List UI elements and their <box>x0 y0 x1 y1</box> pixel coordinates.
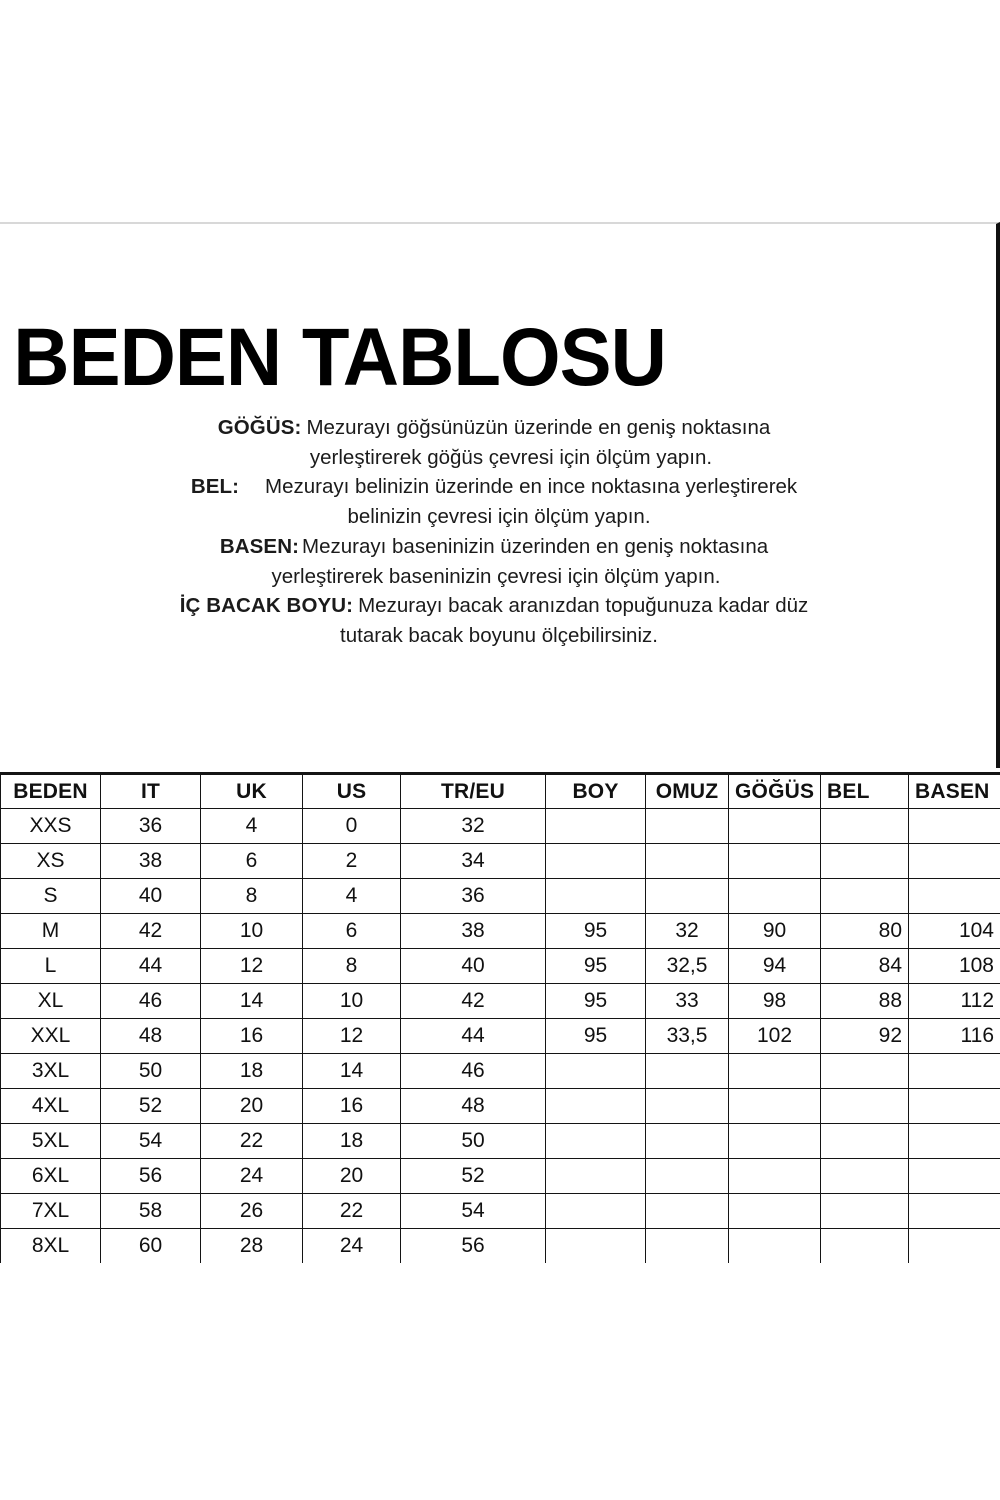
cell-bel: 92 <box>821 1019 909 1054</box>
size-table-body <box>1 809 1000 1264</box>
cell-us: 4 <box>303 879 401 914</box>
cell-it: 56 <box>101 1159 201 1194</box>
instruction-bel-line-1 <box>18 472 970 502</box>
cell-it: 36 <box>101 809 201 844</box>
instruction-label-ic-bacak-boyu: İÇ BACAK BOYU: <box>179 594 354 618</box>
cell-beden: 3XL <box>1 1054 101 1089</box>
cell-treu: 52 <box>401 1159 546 1194</box>
size-table-header <box>1 774 1000 809</box>
cell-basen <box>909 1124 1000 1159</box>
cell-basen <box>909 1054 1000 1089</box>
cell-basen: 104 <box>909 914 1000 949</box>
cell-omuz: 33 <box>646 984 729 1019</box>
cell-uk: 20 <box>201 1089 303 1124</box>
bottom-whitespace <box>0 1264 1000 1484</box>
column-header-omuz: OMUZ <box>646 774 729 809</box>
cell-omuz: 32,5 <box>646 949 729 984</box>
cell-omuz <box>646 809 729 844</box>
cell-omuz <box>646 879 729 914</box>
cell-us: 2 <box>303 844 401 879</box>
cell-uk: 8 <box>201 879 303 914</box>
cell-omuz <box>646 844 729 879</box>
cell-gogus <box>729 844 821 879</box>
column-header-basen: BASEN <box>909 774 1000 809</box>
cell-treu: 54 <box>401 1194 546 1229</box>
cell-omuz: 32 <box>646 914 729 949</box>
table-row <box>1 914 1000 949</box>
measurement-instructions-panel <box>0 222 1000 768</box>
instruction-basen-line-2: yerleştirerek baseninizin çevresi için ölçüm yapın. <box>271 564 721 588</box>
cell-uk: 14 <box>201 984 303 1019</box>
cell-boy: 95 <box>546 914 646 949</box>
cell-it: 50 <box>101 1054 201 1089</box>
cell-treu: 56 <box>401 1229 546 1264</box>
cell-beden: XL <box>1 984 101 1019</box>
cell-bel: 84 <box>821 949 909 984</box>
cell-beden: 6XL <box>1 1159 101 1194</box>
instruction-ic-bacak-boyu-line-1 <box>18 591 970 621</box>
table-row <box>1 1019 1000 1054</box>
cell-treu: 36 <box>401 879 546 914</box>
cell-us: 14 <box>303 1054 401 1089</box>
cell-boy <box>546 1054 646 1089</box>
cell-basen <box>909 1229 1000 1264</box>
cell-us: 20 <box>303 1159 401 1194</box>
column-header-us: US <box>303 774 401 809</box>
cell-treu: 42 <box>401 984 546 1019</box>
cell-gogus <box>729 1089 821 1124</box>
cell-basen <box>909 879 1000 914</box>
column-header-bel: BEL <box>821 774 909 809</box>
cell-basen <box>909 1089 1000 1124</box>
column-header-boy: BOY <box>546 774 646 809</box>
cell-gogus <box>729 1229 821 1264</box>
cell-uk: 6 <box>201 844 303 879</box>
cell-beden: XS <box>1 844 101 879</box>
cell-bel <box>821 1054 909 1089</box>
cell-bel: 88 <box>821 984 909 1019</box>
cell-basen <box>909 844 1000 879</box>
cell-boy <box>546 1229 646 1264</box>
instruction-ic-bacak-boyu-line-2: tutarak bacak boyunu ölçebilirsiniz. <box>340 624 658 648</box>
cell-boy <box>546 879 646 914</box>
cell-us: 16 <box>303 1089 401 1124</box>
cell-gogus <box>729 1124 821 1159</box>
cell-omuz <box>646 1124 729 1159</box>
cell-beden: XXL <box>1 1019 101 1054</box>
cell-uk: 18 <box>201 1054 303 1089</box>
cell-omuz <box>646 1089 729 1124</box>
cell-boy: 95 <box>546 984 646 1019</box>
cell-it: 38 <box>101 844 201 879</box>
cell-us: 10 <box>303 984 401 1019</box>
cell-it: 44 <box>101 949 201 984</box>
cell-bel <box>821 1194 909 1229</box>
cell-bel <box>821 879 909 914</box>
table-row <box>1 1194 1000 1229</box>
cell-basen <box>909 1194 1000 1229</box>
cell-beden: 7XL <box>1 1194 101 1229</box>
cell-beden: 5XL <box>1 1124 101 1159</box>
cell-basen: 112 <box>909 984 1000 1019</box>
instruction-gogus-line-2: yerleştirerek göğüs çevresi için ölçüm yapın. <box>309 445 713 469</box>
column-header-gogus: GÖĞÜS <box>729 774 821 809</box>
cell-basen <box>909 1159 1000 1194</box>
cell-us: 12 <box>303 1019 401 1054</box>
cell-gogus: 94 <box>729 949 821 984</box>
cell-omuz <box>646 1159 729 1194</box>
measurement-instructions-list <box>0 399 996 651</box>
instruction-basen-line-1 <box>18 532 970 562</box>
instruction-label-basen: BASEN: <box>219 534 300 558</box>
cell-boy: 95 <box>546 949 646 984</box>
page-title: BEDEN TABLOSU <box>13 312 666 403</box>
cell-gogus: 90 <box>729 914 821 949</box>
cell-bel <box>821 1089 909 1124</box>
cell-treu: 32 <box>401 809 546 844</box>
cell-omuz <box>646 1194 729 1229</box>
table-row <box>1 879 1000 914</box>
cell-it: 54 <box>101 1124 201 1159</box>
cell-boy <box>546 1124 646 1159</box>
cell-beden: 8XL <box>1 1229 101 1264</box>
cell-gogus <box>729 1159 821 1194</box>
cell-beden: S <box>1 879 101 914</box>
cell-boy <box>546 1194 646 1229</box>
instruction-text-ic-bacak-boyu-1: Mezurayı bacak aranızdan topuğunuza kadar düz <box>358 594 809 618</box>
cell-uk: 24 <box>201 1159 303 1194</box>
cell-treu: 40 <box>401 949 546 984</box>
cell-omuz <box>646 1229 729 1264</box>
cell-gogus <box>729 879 821 914</box>
cell-treu: 50 <box>401 1124 546 1159</box>
cell-uk: 16 <box>201 1019 303 1054</box>
cell-boy <box>546 1159 646 1194</box>
column-header-uk: UK <box>201 774 303 809</box>
cell-treu: 48 <box>401 1089 546 1124</box>
table-row <box>1 1124 1000 1159</box>
column-header-treu: TR/EU <box>401 774 546 809</box>
cell-basen <box>909 809 1000 844</box>
cell-gogus <box>729 1054 821 1089</box>
cell-bel <box>821 1124 909 1159</box>
cell-bel <box>821 1159 909 1194</box>
cell-it: 42 <box>101 914 201 949</box>
table-row <box>1 1054 1000 1089</box>
cell-us: 8 <box>303 949 401 984</box>
cell-beden: L <box>1 949 101 984</box>
cell-beden: M <box>1 914 101 949</box>
cell-treu: 34 <box>401 844 546 879</box>
cell-boy <box>546 844 646 879</box>
cell-bel <box>821 844 909 879</box>
instruction-gogus-line-1 <box>18 413 970 443</box>
cell-it: 46 <box>101 984 201 1019</box>
cell-treu: 44 <box>401 1019 546 1054</box>
cell-us: 6 <box>303 914 401 949</box>
cell-bel <box>821 809 909 844</box>
cell-gogus: 98 <box>729 984 821 1019</box>
column-header-it: IT <box>101 774 201 809</box>
table-row <box>1 1159 1000 1194</box>
cell-us: 18 <box>303 1124 401 1159</box>
cell-gogus: 102 <box>729 1019 821 1054</box>
cell-uk: 26 <box>201 1194 303 1229</box>
cell-us: 22 <box>303 1194 401 1229</box>
cell-uk: 12 <box>201 949 303 984</box>
instruction-text-gogus-1: Mezurayı göğsünüzün üzerinde en geniş noktasına <box>306 416 771 439</box>
cell-basen: 116 <box>909 1019 1000 1054</box>
cell-bel <box>821 1229 909 1264</box>
instruction-text-basen-1: Mezurayı baseninizin üzerinden en geniş noktasına <box>302 534 769 558</box>
top-whitespace <box>0 0 1000 222</box>
cell-omuz <box>646 1054 729 1089</box>
table-row <box>1 1229 1000 1264</box>
cell-gogus <box>729 1194 821 1229</box>
instruction-bel-line-2: belinizin çevresi için ölçüm yapın. <box>347 505 651 529</box>
cell-boy <box>546 1089 646 1124</box>
cell-uk: 28 <box>201 1229 303 1264</box>
cell-it: 48 <box>101 1019 201 1054</box>
cell-beden: 4XL <box>1 1089 101 1124</box>
cell-gogus <box>729 809 821 844</box>
cell-it: 58 <box>101 1194 201 1229</box>
cell-omuz: 33,5 <box>646 1019 729 1054</box>
size-table-container <box>0 768 1000 1264</box>
instruction-text-bel-1: Mezurayı belinizin üzerinde en ince noktasına yerleştirerek <box>265 475 798 499</box>
cell-treu: 46 <box>401 1054 546 1089</box>
table-row <box>1 1089 1000 1124</box>
cell-uk: 22 <box>201 1124 303 1159</box>
cell-beden: XXS <box>1 809 101 844</box>
cell-boy <box>546 809 646 844</box>
cell-it: 40 <box>101 879 201 914</box>
instruction-label-gogus: GÖĞÜS: <box>217 416 302 439</box>
table-row <box>1 949 1000 984</box>
cell-it: 60 <box>101 1229 201 1264</box>
cell-treu: 38 <box>401 914 546 949</box>
cell-us: 24 <box>303 1229 401 1264</box>
instruction-label-bel: BEL: <box>190 475 240 499</box>
cell-it: 52 <box>101 1089 201 1124</box>
table-row <box>1 984 1000 1019</box>
cell-us: 0 <box>303 809 401 844</box>
cell-uk: 4 <box>201 809 303 844</box>
table-row <box>1 809 1000 844</box>
cell-bel: 80 <box>821 914 909 949</box>
size-table <box>0 772 1000 1264</box>
table-row <box>1 844 1000 879</box>
cell-basen: 108 <box>909 949 1000 984</box>
table-header-row <box>1 774 1000 809</box>
column-header-beden: BEDEN <box>1 774 101 809</box>
cell-uk: 10 <box>201 914 303 949</box>
cell-boy: 95 <box>546 1019 646 1054</box>
